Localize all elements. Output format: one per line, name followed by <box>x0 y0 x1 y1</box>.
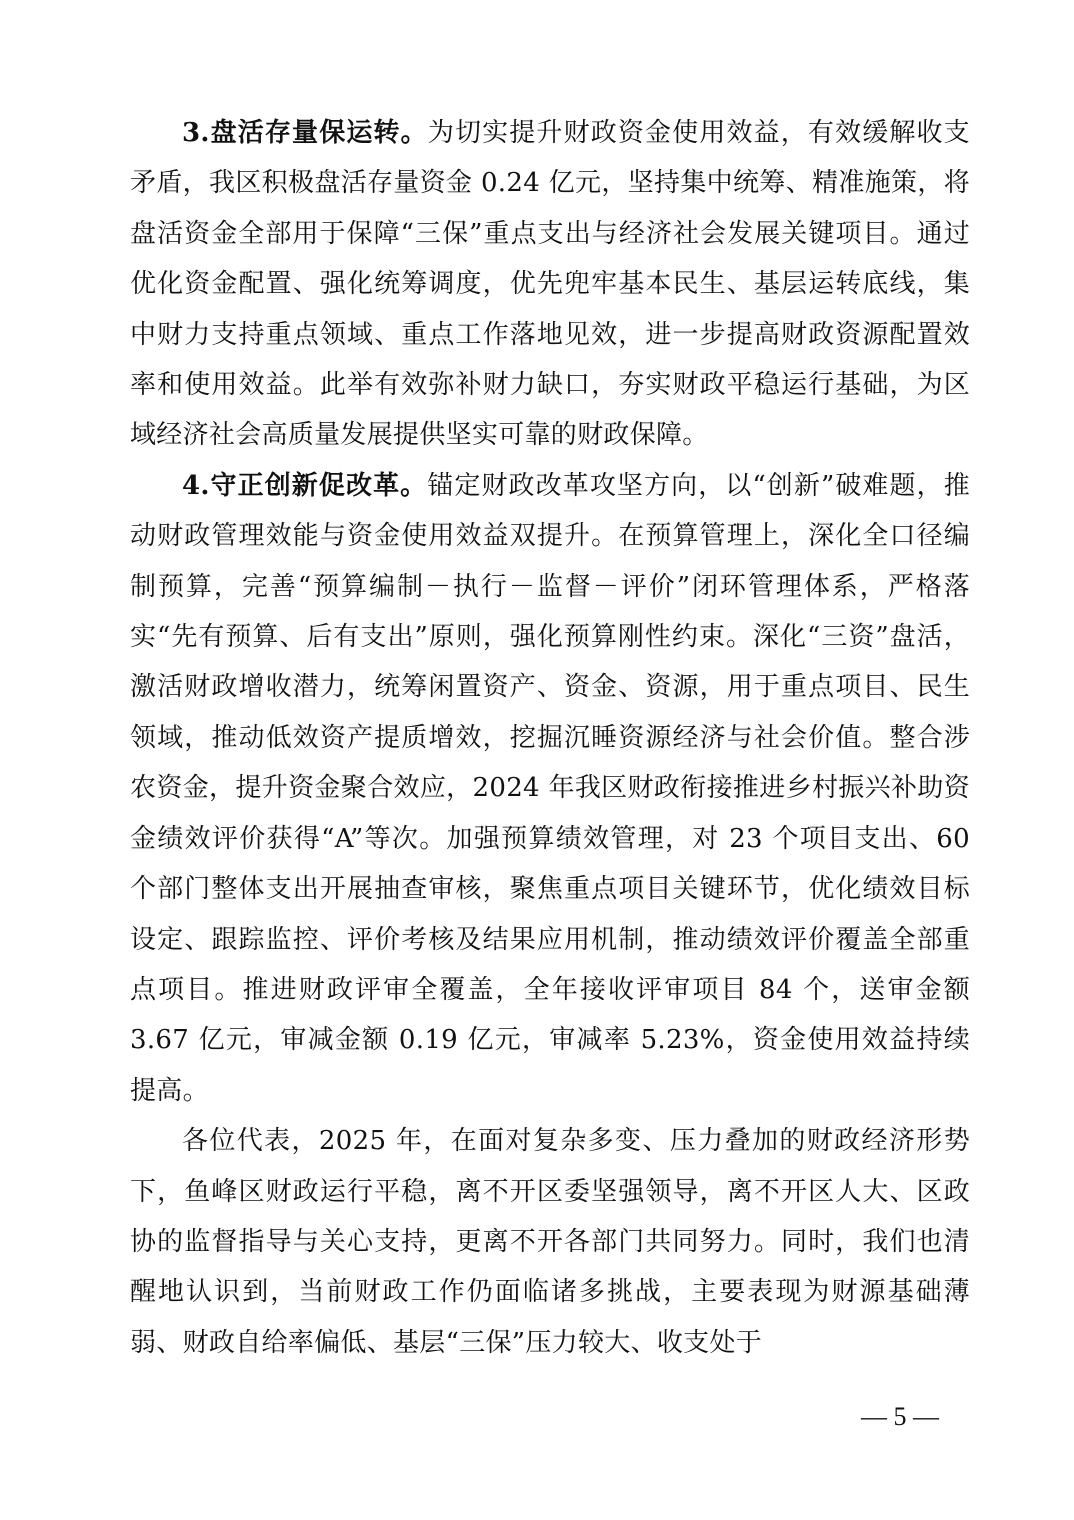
paragraph-text: 各位代表，2025 年，在面对复杂多变、压力叠加的财政经济形势下，鱼峰区财政运行平稳，离不开区委坚强领导，离不开区人大、区政协的监督指导与关心支持，更离不开各部门共同努力。同时，我们也清醒地认识到，当前财政工作仍面临诸多挑战，主要表现为财源基础薄弱、财政自给率偏低、基层“三保”压力较大、收支处于 <box>130 1126 970 1358</box>
paragraph-heading: 4.守正创新促改革。 <box>182 470 428 501</box>
page-number: — 5 — <box>861 1402 939 1431</box>
paragraph-address-delegates <box>130 1116 970 1368</box>
paragraph-text: 为切实提升财政资金使用效益，有效缓解收支矛盾，我区积极盘活存量资金 0.24 亿元，坚持集中统筹、精准施策，将盘活资金全部用于保障“三保”重点支出与经济社会发展关键项目。通过优化资金配置、强化统筹调度，优先兜牢基本民生、基层运转底线，集中财力支持重点领域、重点工作落地见效，进一步提高财政资源配置效率和使用效益。此举有效弥补财力缺口，夯实财政平稳运行基础，为区域经济社会高质量发展提供坚实可靠的财政保障。 <box>130 118 970 451</box>
paragraph-revitalize-stock-funds <box>130 108 970 461</box>
paragraph-heading: 3.盘活存量保运转。 <box>182 118 428 148</box>
paragraph-text: 锚定财政改革攻坚方向，以“创新”破难题，推动财政管理效能与资金使用效益双提升。在预算管理上，深化全口径编制预算，完善“预算编制－执行－监督－评价”闭环管理体系，严格落实“先有预算、后有支出”原则，强化预算刚性约束。深化“三资”盘活，激活财政增收潜力，统筹闲置资产、资金、资源，用于重点项目、民生领域，推动低效资产提质增效，挖掘沉睡资源经济与社会价值。整合涉农资金，提升资金聚合效应，2024 年我区财政衔接推进乡村振兴补助资金绩效评价获得“A”等次。加强预算绩效管理，对 23 个项目支出、60 个部门整体支出开展抽查审核，聚焦重点项目关键环节，优化绩效目标设定、跟踪监控、评价考核及结果应用机制，推动绩效评价覆盖全部重点项目。推进财政评审全覆盖，全年接收评审项目 84 个，送审金额 3.67 亿元，审减金额 0.19 亿元，审减率 5.23%，资金使用效益持续提高。 <box>130 470 970 1106</box>
paragraph-innovation-reform <box>130 461 970 1116</box>
document-body <box>130 108 970 1368</box>
